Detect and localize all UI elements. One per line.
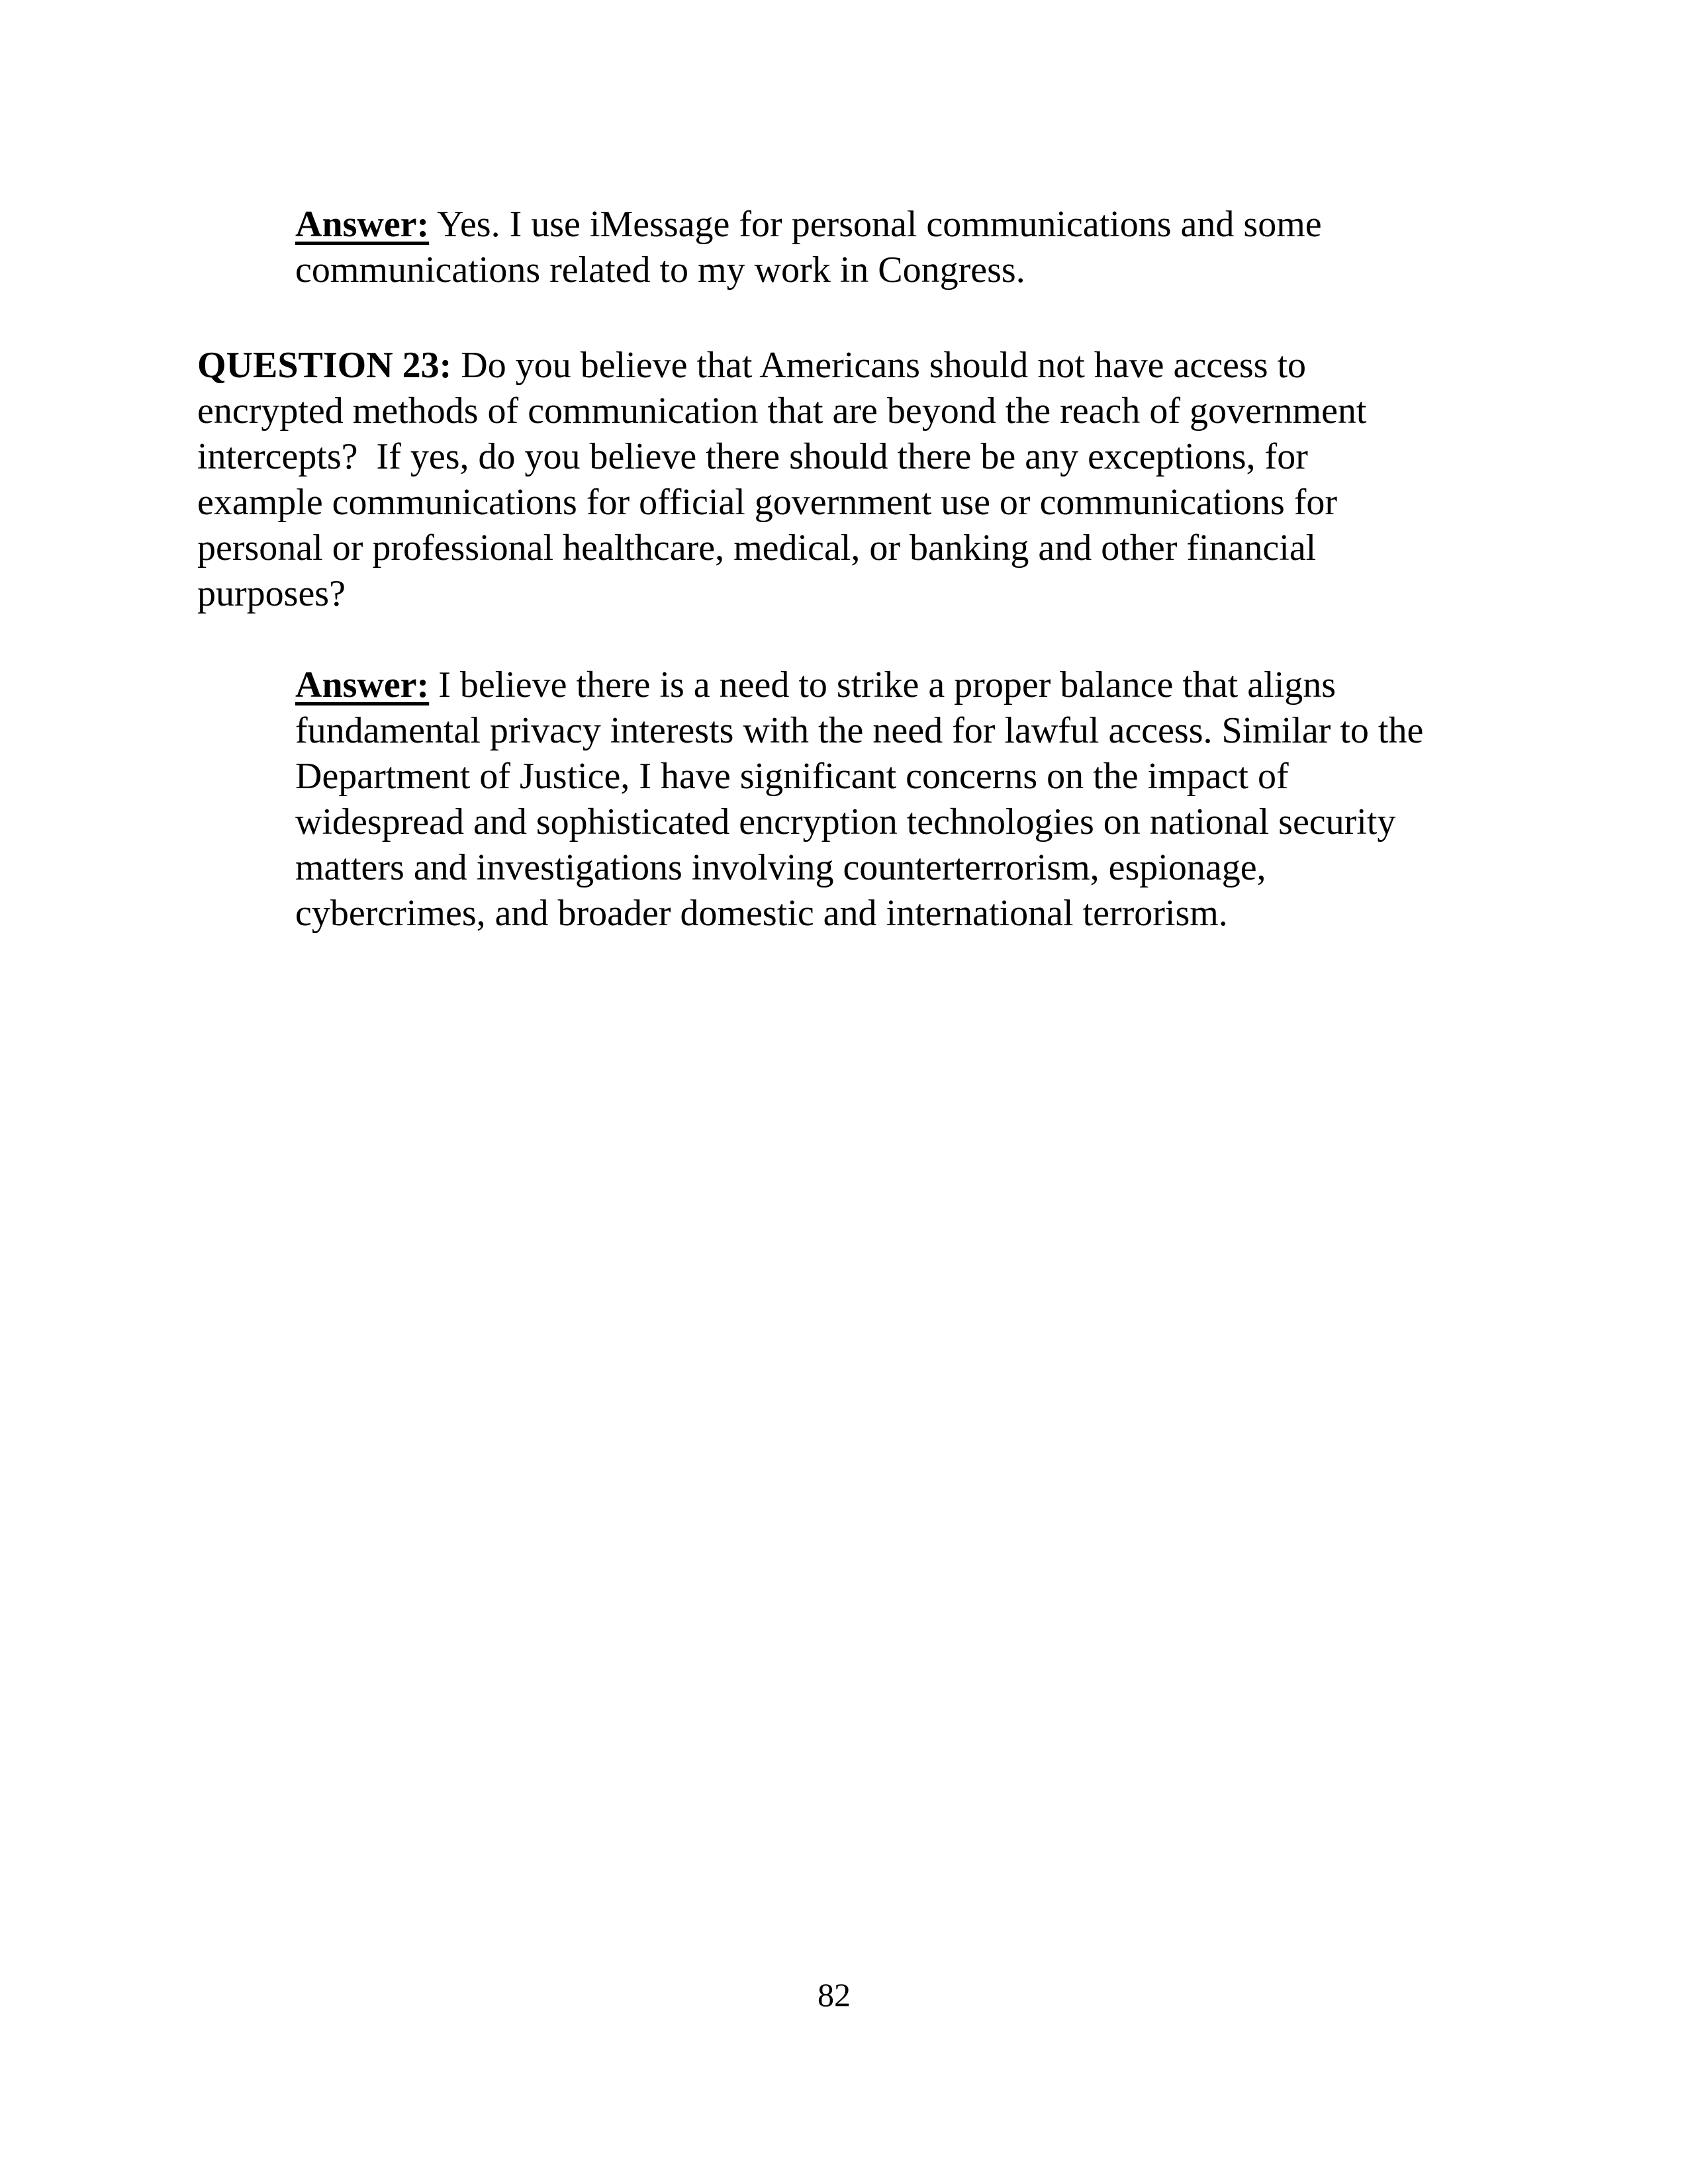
page-number: 82 [818,1976,851,2013]
question-line: personal or professional healthcare, medical, or banking and other financial [197,527,1317,569]
question-line [197,343,1367,388]
question-label: QUESTION 23: [197,345,452,386]
question-line: example communications for official government use or communications for [197,482,1338,523]
question-line: intercepts? If yes, do you believe there should there be any exceptions, for [197,436,1308,477]
answer-text: Yes. I use iMessage for personal communications and some [429,204,1322,245]
answer-line: cybercrimes, and broader domestic and international terrorism. [295,893,1228,934]
question-line: encrypted methods of communication that are beyond the reach of government [197,390,1367,432]
answer-label: Answer: [295,664,430,705]
answer-line [295,202,1322,248]
answer-label: Answer: [295,204,430,245]
question-text: Do you believe that Americans should not have access to [451,345,1307,386]
answer-line: communications related to my work in Congress. [295,250,1025,291]
answer-line: fundamental privacy interests with the need for lawful access. Similar to the [295,710,1424,751]
answer-23 [295,662,1423,936]
previous-answer [295,202,1322,293]
question-line: purposes? [197,573,346,614]
answer-line [295,662,1423,708]
answer-line: matters and investigations involving counterterrorism, espionage, [295,847,1266,888]
answer-line: widespread and sophisticated encryption technologies on national security [295,801,1396,842]
answer-text: I believe there is a need to strike a proper balance that aligns [429,664,1336,705]
question-23 [197,343,1367,617]
answer-line: Department of Justice, I have significant concerns on the impact of [295,756,1289,797]
